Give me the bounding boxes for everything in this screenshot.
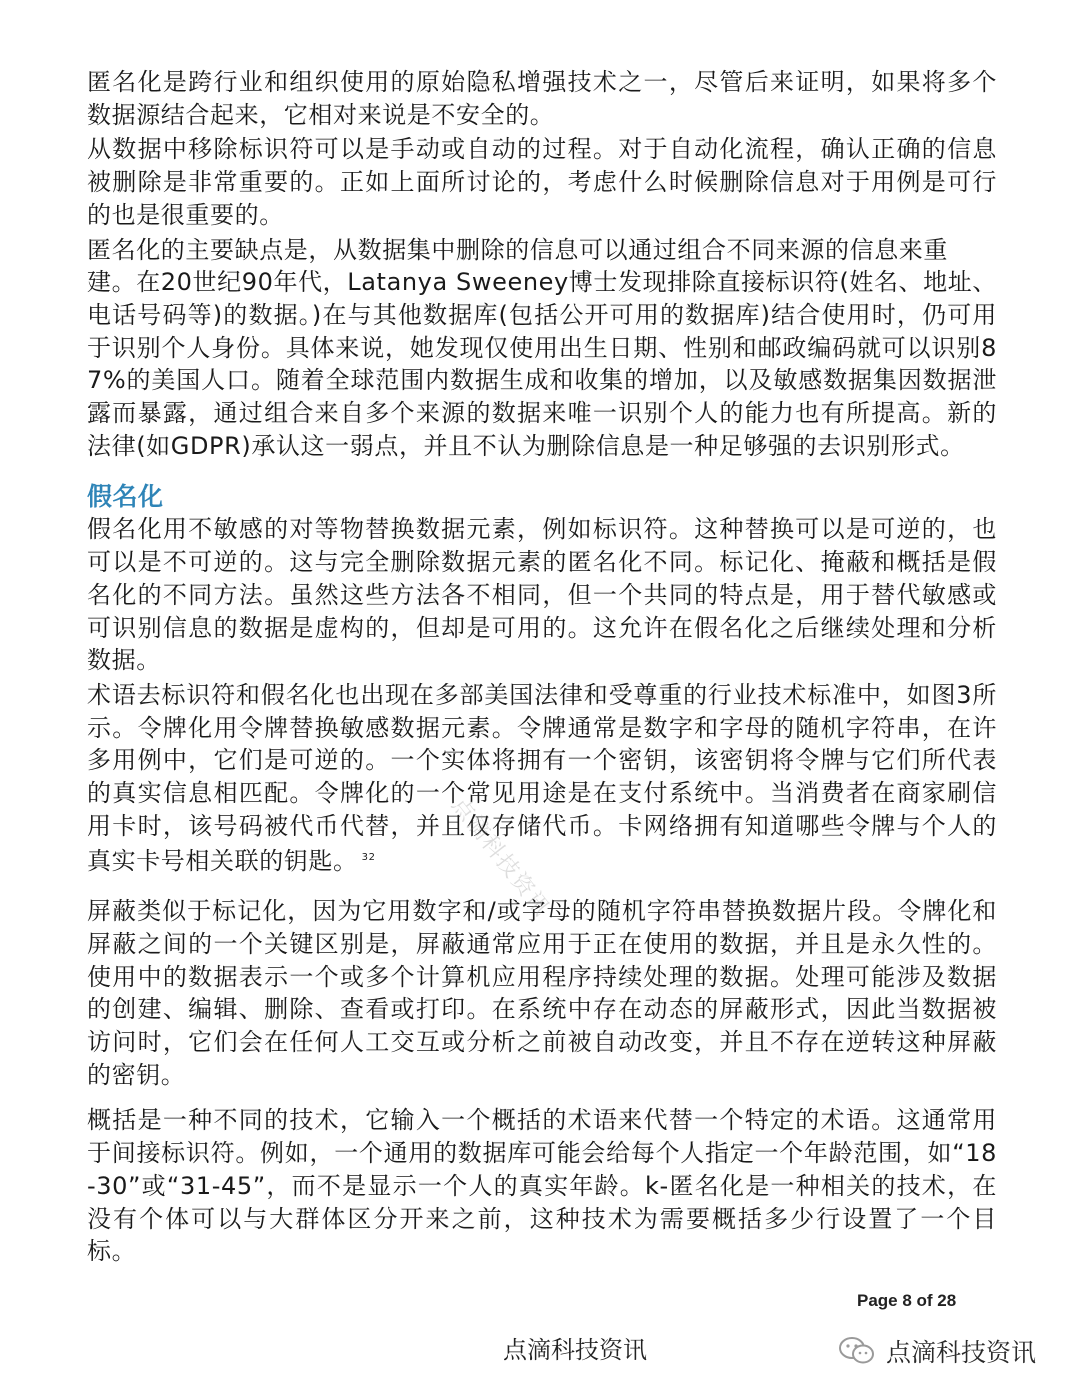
paragraph-pseudonymization-definition: 假名化用不敏感的对等物替换数据元素，例如标识符。这种替换可以是可逆的，也可以是不可逆的。这与完全删除数据元素的匿名化不同。标记化、掩蔽和概括是假名化的不同方法。虽然这些方法各不相同，但一个共同的特点是，用于替代敏感或可识别信息的数据是虚构的，但却是可用的。这允许在假名化之后继续处理和分析数据。 — [87, 515, 997, 675]
paragraph-anonymization-intro: 匿名化是跨行业和组织使用的原始隐私增强技术之一，尽管后来证明，如果将多个数据源结合起来，它相对来说是不安全的。 — [87, 68, 997, 129]
paragraph-masking: 屏蔽类似于标记化，因为它用数字和/或字母的随机字符串替换数据片段。令牌化和屏蔽之间的一个关键区别是，屏蔽通常应用于正在使用的数据，并且是永久性的。使用中的数据表示一个或多个计算机应用程序持续处理的数据。处理可能涉及数据的创建、编辑、删除、查看或打印。在系统中存在动态的屏蔽形式，因此当数据被访问时，它们会在任何人工交互或分析之前被自动改变，并且不存在逆转这种屏蔽的密钥。 — [87, 897, 997, 1089]
paragraph-anonymization-drawback: 匿名化的主要缺点是，从数据集中删除的信息可以通过组合不同来源的信息来重建。在20世纪90年代，Latanya Sweeney博士发现排除直接标识符(姓名、地址、 — [87, 235, 997, 297]
section-heading-pseudonymization: 假名化 — [87, 482, 164, 512]
paragraph-tokenization-text: 术语去标识符和假名化也出现在多部美国法律和受尊重的行业技术标准中，如图3所示。令牌化用令牌替换敏感数据元素。令牌通常是数字和字母的随机字符串，在许多用例中，它们是可逆的。一个实体将拥有一个密钥，该密钥将令牌与它们所代表的真实信息相匹配。令牌化的一个常见用途是在支付系统中。当消费者在商家刷信用卡时，该号码被代币代替，并且仅存储代币。卡网络拥有知道哪些令牌与个人的真实卡号相关联的钥匙。 — [87, 680, 997, 876]
watermark-text: 点滴科技资讯 — [446, 793, 555, 922]
paragraph-tokenization — [87, 679, 997, 878]
wechat-account-name: 点滴科技资讯 — [886, 1338, 1037, 1367]
wechat-icon — [838, 1336, 876, 1366]
document-page — [87, 66, 997, 1268]
wechat-account-tag[interactable] — [838, 1333, 1036, 1369]
page-number: Page 8 of 28 — [857, 1291, 957, 1310]
paragraph-identifier-removal: 从数据中移除标识符可以是手动或自动的过程。对于自动化流程，确认正确的信息被删除是非常重要的。正如上面所讨论的，考虑什么时候删除信息对于用例是可行的也是很重要的。 — [87, 135, 997, 229]
paragraph-reidentification: 电话号码等)的数据。)在与其他数据库(包括公开可用的数据库)结合使用时，仍可用于识别个人身份。具体来说，她发现仅使用出生日期、性别和邮政编码就可以识别87%的美国人口。随着全球范围内数据生成和收集的增加，以及敏感数据集因数据泄露而暴露，通过组合来自多个来源的数据来唯一识别个人的能力也有所提高。新的法律(如GDPR)承认这一弱点，并且不认为删除信息是一种足够强的去识别形式。 — [87, 300, 997, 460]
paragraph-generalization: 概括是一种不同的技术，它输入一个概括的术语来代替一个特定的术语。这通常用于间接标识符。例如，一个通用的数据库可能会给每个人指定一个年龄范围，如“18-30”或“31-45”，而不是显示一个人的真实年龄。k-匿名化是一种相关的技术，在没有个体可以与大群体区分开来之前，这种技术为需要概括多少行设置了一个目标。 — [87, 1106, 997, 1266]
footnote-reference[interactable]: 32 — [361, 852, 376, 864]
footer-source-text: 点滴科技资讯 — [503, 1336, 647, 1364]
